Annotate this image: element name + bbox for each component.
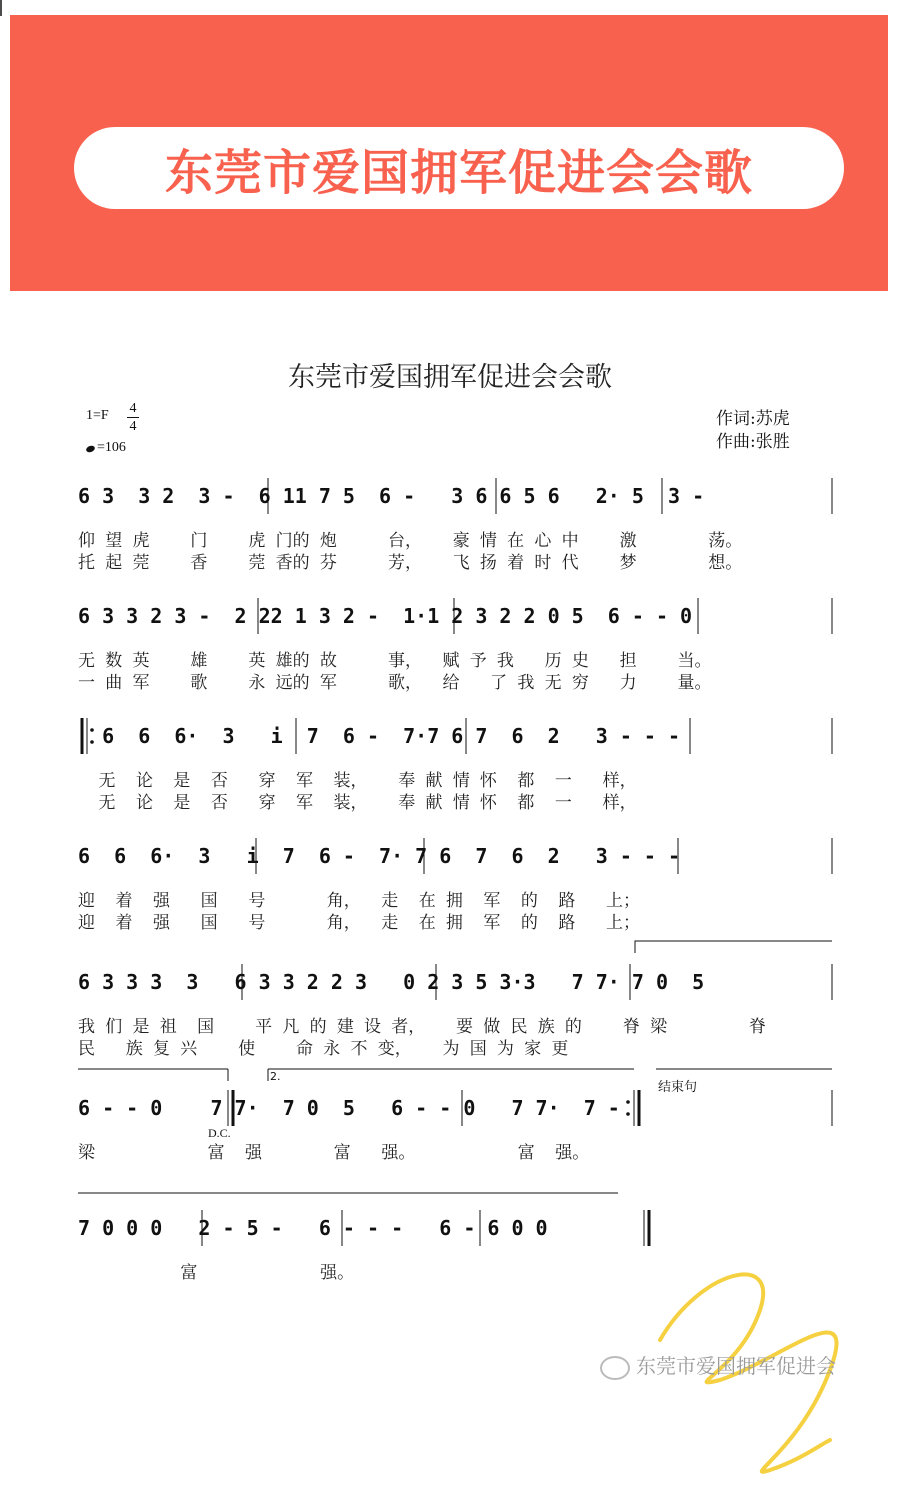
system-6-notes: 6 - - 0 7 7· 7 0 5 6 - - 0 7 7· 7 - (78, 1096, 620, 1120)
system-1-notes: 6 3 3 2 3 - 6 11 7 5 6 - 3 6 6 5 6 2· 5 3 - (78, 484, 705, 508)
system-2-notes: 6 3 3 2 3 - 2 22 1 3 2 - 1·1 2 3 2 2 0 5 6 - - 0 (78, 604, 693, 628)
tempo-value: =106 (97, 440, 126, 455)
system-6-lyrics-1: 梁 富 强 富 强。 富 强。 (78, 1143, 590, 1163)
banner-title: 东莞市爱国拥军促进会会歌 (164, 144, 753, 201)
score-title: 东莞市爱国拥军促进会会歌 (288, 362, 612, 393)
volta-bracket-icon (634, 940, 834, 954)
system-3-notes: 6 6 6· 3 i 7 6 - 7·7 6 7 6 2 3 - - - (78, 724, 681, 748)
watermark-text: 东莞市爱国拥军促进会 (636, 1354, 836, 1378)
title-banner (10, 15, 888, 291)
quarter-note-icon (85, 445, 96, 454)
system-3-lyrics-1: 无 论 是 否 穿 军 装， 奉 献 情 怀 都 一 样， (78, 771, 637, 791)
system-2-lyrics-2: 一 曲 军 歌 永 远的 军 歌， 给 了 我 无 穷 力 量。 (78, 673, 712, 693)
meter-top: 4 (129, 401, 137, 416)
system-1-lyrics-2: 托 起 莞 香 莞 香的 芬 芳， 飞 扬 着 时 代 梦 想。 (78, 553, 743, 573)
time-signature (127, 401, 139, 434)
system-4-lyrics-1: 迎 着 强 国 号 角， 走 在 拥 军 的 路 上； (78, 891, 641, 911)
coda-bracket-icon (78, 1192, 638, 1198)
system-5-lyrics-1: 我 们 是 祖 国 平 凡 的 建 设 者， 要 做 民 族 的 脊 梁 脊 (78, 1017, 766, 1037)
key-signature: 1=F (86, 408, 109, 423)
dc-marking: D.C. (208, 1126, 231, 1140)
title-pill (74, 127, 844, 209)
system-7-lyrics-1: 富 强。 (78, 1263, 355, 1283)
volta-2-label: 2. (270, 1070, 281, 1083)
watermark (600, 1350, 836, 1380)
coda-label: 结束句 (658, 1080, 698, 1095)
credits (716, 408, 790, 454)
note-stem-icon (0, 0, 3, 16)
system-4-lyrics-2: 迎 着 强 国 号 角， 走 在 拥 军 的 路 上； (78, 913, 641, 933)
system-2-lyrics-1: 无 数 英 雄 英 雄的 故 事， 赋 予 我 历 史 担 当。 (78, 651, 712, 671)
system-5-lyrics-2: 民 族 复 兴 使 命 永 不 变， 为 国 为 家 更 (78, 1039, 569, 1059)
meter-bottom: 4 (129, 419, 137, 434)
system-5-notes: 6 3 3 3 3 6 3 3 2 2 3 0 2 3 5 3·3 7 7· 7 0 5 (78, 970, 705, 994)
system-3-lyrics-2: 无 论 是 否 穿 军 装， 奉 献 情 怀 都 一 样， (78, 793, 637, 813)
system-4-notes: 6 6 6· 3 i 7 6 - 7· 7 6 7 6 2 3 - - - (78, 844, 681, 868)
system-7-notes: 7 0 0 0 2 - 5 - 6 - - - 6 - 6 0 0 (78, 1216, 548, 1240)
system-1-lyrics-1: 仰 望 虎 门 虎 门的 炮 台， 豪 情 在 心 中 激 荡。 (78, 531, 743, 551)
lyricist: 作词:苏虎 (716, 409, 790, 429)
composer: 作曲:张胜 (716, 432, 790, 452)
wechat-icon (600, 1356, 630, 1380)
volta-brackets-icon (78, 1068, 838, 1082)
tempo-marking (86, 440, 126, 456)
